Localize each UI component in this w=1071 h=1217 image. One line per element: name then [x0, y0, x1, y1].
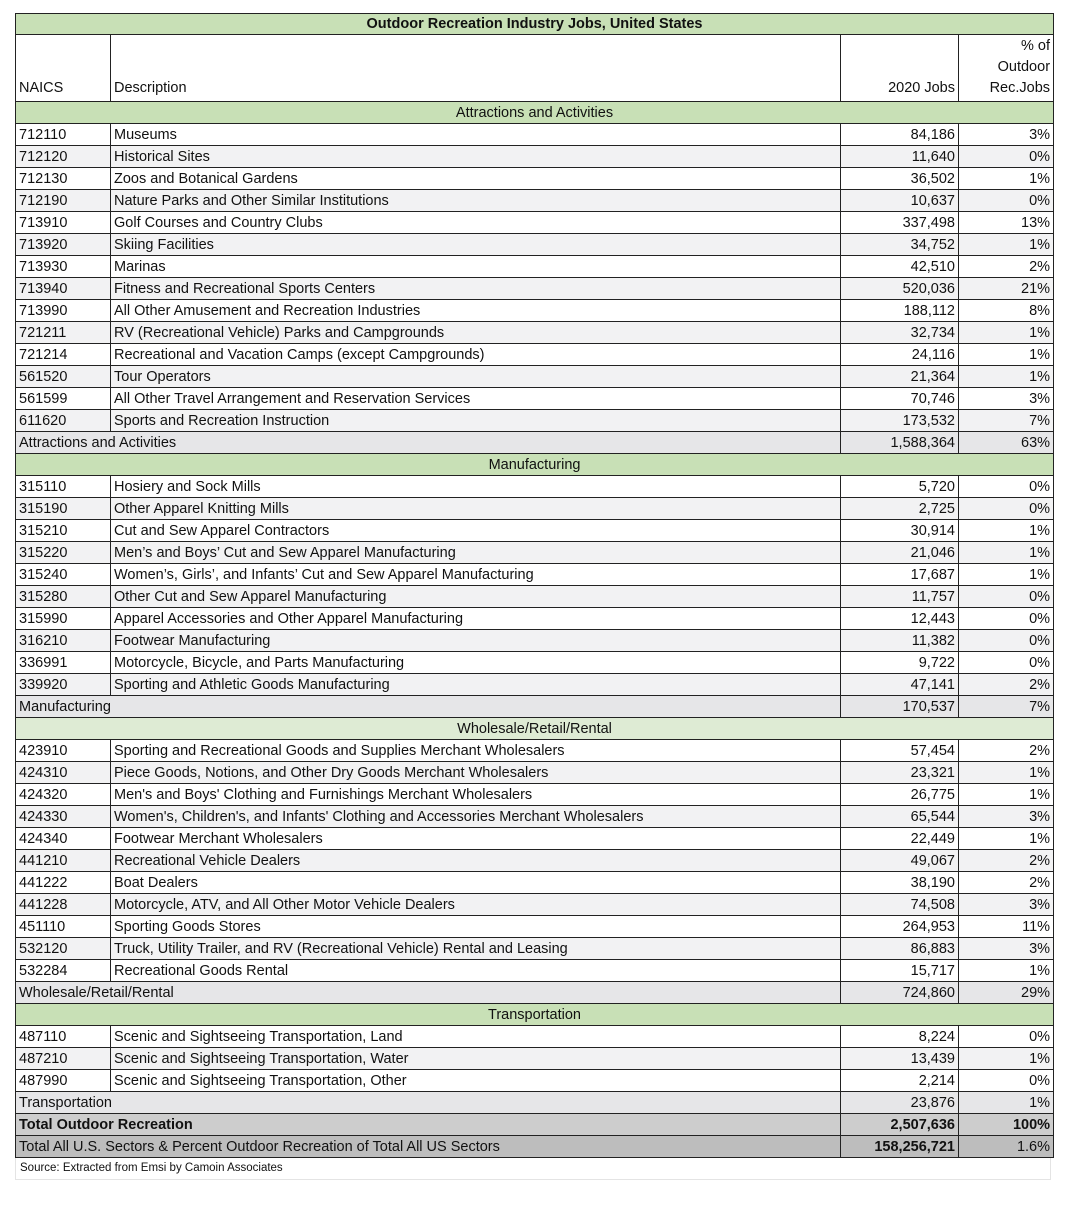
industry-description: Skiing Facilities	[111, 234, 841, 256]
pct-outdoor-jobs: 1%	[959, 168, 1054, 190]
section-subtotal-row	[16, 1092, 1054, 1114]
pct-outdoor-jobs: 13%	[959, 212, 1054, 234]
table-row	[16, 1070, 1054, 1092]
jobs-2020: 47,141	[841, 674, 959, 696]
naics-code: 316210	[16, 630, 111, 652]
pct-outdoor-jobs: 1%	[959, 520, 1054, 542]
jobs-2020: 24,116	[841, 344, 959, 366]
jobs-2020: 84,186	[841, 124, 959, 146]
table-row	[16, 784, 1054, 806]
section-subtotal-row	[16, 982, 1054, 1004]
industry-description: Men’s and Boys’ Cut and Sew Apparel Manufacturing	[111, 542, 841, 564]
industry-description: Footwear Manufacturing	[111, 630, 841, 652]
table-row	[16, 872, 1054, 894]
naics-code: 712110	[16, 124, 111, 146]
jobs-2020: 32,734	[841, 322, 959, 344]
table-row	[16, 916, 1054, 938]
jobs-2020: 65,544	[841, 806, 959, 828]
table-row	[16, 1048, 1054, 1070]
subtotal-jobs: 23,876	[841, 1092, 959, 1114]
jobs-2020: 22,449	[841, 828, 959, 850]
jobs-2020: 49,067	[841, 850, 959, 872]
table-row	[16, 124, 1054, 146]
pct-outdoor-jobs: 1%	[959, 322, 1054, 344]
naics-code: 713920	[16, 234, 111, 256]
jobs-2020: 173,532	[841, 410, 959, 432]
section-header-row	[16, 718, 1054, 740]
pct-outdoor-jobs: 0%	[959, 1026, 1054, 1048]
subtotal-jobs: 170,537	[841, 696, 959, 718]
naics-code: 315990	[16, 608, 111, 630]
total-all-us-sectors-row	[16, 1136, 1054, 1158]
subtotal-jobs: 1,588,364	[841, 432, 959, 454]
section-title: Attractions and Activities	[16, 102, 1054, 124]
section-header-row	[16, 1004, 1054, 1026]
jobs-2020: 34,752	[841, 234, 959, 256]
industry-description: Women's, Children's, and Infants' Clothing and Accessories Merchant Wholesalers	[111, 806, 841, 828]
naics-code: 487210	[16, 1048, 111, 1070]
jobs-2020: 30,914	[841, 520, 959, 542]
pct-outdoor-jobs: 0%	[959, 146, 1054, 168]
naics-code: 441222	[16, 872, 111, 894]
industry-description: Scenic and Sightseeing Transportation, Land	[111, 1026, 841, 1048]
section-title: Manufacturing	[16, 454, 1054, 476]
subtotal-jobs: 724,860	[841, 982, 959, 1004]
naics-code: 441210	[16, 850, 111, 872]
jobs-2020: 12,443	[841, 608, 959, 630]
table-row	[16, 498, 1054, 520]
total-pct: 100%	[959, 1114, 1054, 1136]
pct-outdoor-jobs: 0%	[959, 476, 1054, 498]
naics-code: 713910	[16, 212, 111, 234]
subtotal-label: Attractions and Activities	[16, 432, 841, 454]
table-row	[16, 630, 1054, 652]
pct-outdoor-jobs: 2%	[959, 740, 1054, 762]
pct-outdoor-jobs: 2%	[959, 674, 1054, 696]
table-row	[16, 146, 1054, 168]
industry-description: Golf Courses and Country Clubs	[111, 212, 841, 234]
industry-description: Sporting and Recreational Goods and Supplies Merchant Wholesalers	[111, 740, 841, 762]
header-pct	[959, 35, 1054, 102]
source-note: Source: Extracted from Emsi by Camoin Associates	[15, 1158, 1051, 1180]
table-row	[16, 586, 1054, 608]
jobs-table-container	[15, 13, 1053, 1180]
industry-description: Hosiery and Sock Mills	[111, 476, 841, 498]
table-row	[16, 344, 1054, 366]
jobs-2020: 26,775	[841, 784, 959, 806]
table-row	[16, 806, 1054, 828]
naics-code: 713940	[16, 278, 111, 300]
jobs-2020: 23,321	[841, 762, 959, 784]
jobs-2020: 13,439	[841, 1048, 959, 1070]
jobs-2020: 337,498	[841, 212, 959, 234]
section-header-row	[16, 102, 1054, 124]
pct-outdoor-jobs: 1%	[959, 234, 1054, 256]
jobs-2020: 42,510	[841, 256, 959, 278]
pct-outdoor-jobs: 21%	[959, 278, 1054, 300]
pct-outdoor-jobs: 1%	[959, 762, 1054, 784]
pct-outdoor-jobs: 2%	[959, 256, 1054, 278]
naics-code: 713930	[16, 256, 111, 278]
industry-description: Motorcycle, Bicycle, and Parts Manufacturing	[111, 652, 841, 674]
industry-description: All Other Amusement and Recreation Industries	[111, 300, 841, 322]
naics-code: 339920	[16, 674, 111, 696]
table-row	[16, 256, 1054, 278]
section-title: Wholesale/Retail/Rental	[16, 718, 1054, 740]
header-pct-line1: % of	[1021, 38, 1051, 54]
table-row	[16, 234, 1054, 256]
table-row	[16, 608, 1054, 630]
pct-outdoor-jobs: 1%	[959, 564, 1054, 586]
table-row	[16, 564, 1054, 586]
table-row	[16, 652, 1054, 674]
header-pct-line2: Outdoor	[997, 59, 1051, 75]
jobs-2020: 5,720	[841, 476, 959, 498]
header-description: Description	[111, 35, 841, 102]
subtotal-pct: 29%	[959, 982, 1054, 1004]
table-row	[16, 762, 1054, 784]
naics-code: 315240	[16, 564, 111, 586]
naics-code: 336991	[16, 652, 111, 674]
outdoor-recreation-jobs-table	[15, 13, 1054, 1158]
column-header-row	[16, 35, 1054, 102]
table-row	[16, 894, 1054, 916]
industry-description: Museums	[111, 124, 841, 146]
pct-outdoor-jobs: 2%	[959, 850, 1054, 872]
industry-description: Piece Goods, Notions, and Other Dry Goods Merchant Wholesalers	[111, 762, 841, 784]
subtotal-pct: 7%	[959, 696, 1054, 718]
table-row	[16, 1026, 1054, 1048]
jobs-2020: 188,112	[841, 300, 959, 322]
pct-outdoor-jobs: 0%	[959, 608, 1054, 630]
jobs-2020: 15,717	[841, 960, 959, 982]
naics-code: 424310	[16, 762, 111, 784]
section-subtotal-row	[16, 432, 1054, 454]
jobs-2020: 21,046	[841, 542, 959, 564]
subtotal-label: Transportation	[16, 1092, 841, 1114]
industry-description: Footwear Merchant Wholesalers	[111, 828, 841, 850]
naics-code: 424320	[16, 784, 111, 806]
naics-code: 561599	[16, 388, 111, 410]
naics-code: 451110	[16, 916, 111, 938]
table-row	[16, 674, 1054, 696]
pct-outdoor-jobs: 0%	[959, 652, 1054, 674]
header-jobs: 2020 Jobs	[841, 35, 959, 102]
jobs-2020: 86,883	[841, 938, 959, 960]
table-row	[16, 520, 1054, 542]
table-row	[16, 388, 1054, 410]
section-title: Transportation	[16, 1004, 1054, 1026]
pct-outdoor-jobs: 3%	[959, 124, 1054, 146]
industry-description: Apparel Accessories and Other Apparel Manufacturing	[111, 608, 841, 630]
pct-outdoor-jobs: 7%	[959, 410, 1054, 432]
industry-description: Marinas	[111, 256, 841, 278]
table-title: Outdoor Recreation Industry Jobs, United States	[16, 14, 1054, 35]
jobs-2020: 264,953	[841, 916, 959, 938]
header-naics: NAICS	[16, 35, 111, 102]
naics-code: 611620	[16, 410, 111, 432]
industry-description: Sporting and Athletic Goods Manufacturing	[111, 674, 841, 696]
naics-code: 532284	[16, 960, 111, 982]
naics-code: 561520	[16, 366, 111, 388]
table-row	[16, 366, 1054, 388]
section-subtotal-row	[16, 696, 1054, 718]
jobs-2020: 17,687	[841, 564, 959, 586]
industry-description: Sporting Goods Stores	[111, 916, 841, 938]
total-jobs: 2,507,636	[841, 1114, 959, 1136]
industry-description: Zoos and Botanical Gardens	[111, 168, 841, 190]
pct-outdoor-jobs: 3%	[959, 806, 1054, 828]
industry-description: Scenic and Sightseeing Transportation, Other	[111, 1070, 841, 1092]
table-row	[16, 300, 1054, 322]
industry-description: Cut and Sew Apparel Contractors	[111, 520, 841, 542]
industry-description: Other Apparel Knitting Mills	[111, 498, 841, 520]
subtotal-label: Wholesale/Retail/Rental	[16, 982, 841, 1004]
industry-description: Motorcycle, ATV, and All Other Motor Vehicle Dealers	[111, 894, 841, 916]
industry-description: Truck, Utility Trailer, and RV (Recreational Vehicle) Rental and Leasing	[111, 938, 841, 960]
jobs-2020: 8,224	[841, 1026, 959, 1048]
industry-description: Sports and Recreation Instruction	[111, 410, 841, 432]
grand-total-pct: 1.6%	[959, 1136, 1054, 1158]
pct-outdoor-jobs: 1%	[959, 1048, 1054, 1070]
subtotal-label: Manufacturing	[16, 696, 841, 718]
table-row	[16, 938, 1054, 960]
pct-outdoor-jobs: 0%	[959, 1070, 1054, 1092]
table-row	[16, 740, 1054, 762]
jobs-2020: 9,722	[841, 652, 959, 674]
naics-code: 424340	[16, 828, 111, 850]
jobs-2020: 10,637	[841, 190, 959, 212]
pct-outdoor-jobs: 1%	[959, 344, 1054, 366]
industry-description: Historical Sites	[111, 146, 841, 168]
jobs-2020: 74,508	[841, 894, 959, 916]
industry-description: Fitness and Recreational Sports Centers	[111, 278, 841, 300]
naics-code: 712120	[16, 146, 111, 168]
naics-code: 487110	[16, 1026, 111, 1048]
industry-description: Nature Parks and Other Similar Institutions	[111, 190, 841, 212]
naics-code: 423910	[16, 740, 111, 762]
table-row	[16, 278, 1054, 300]
naics-code: 441228	[16, 894, 111, 916]
naics-code: 712130	[16, 168, 111, 190]
industry-description: Recreational Goods Rental	[111, 960, 841, 982]
subtotal-pct: 63%	[959, 432, 1054, 454]
pct-outdoor-jobs: 1%	[959, 542, 1054, 564]
industry-description: Recreational and Vacation Camps (except Campgrounds)	[111, 344, 841, 366]
naics-code: 424330	[16, 806, 111, 828]
pct-outdoor-jobs: 1%	[959, 828, 1054, 850]
industry-description: RV (Recreational Vehicle) Parks and Campgrounds	[111, 322, 841, 344]
jobs-2020: 21,364	[841, 366, 959, 388]
industry-description: Recreational Vehicle Dealers	[111, 850, 841, 872]
naics-code: 487990	[16, 1070, 111, 1092]
naics-code: 315280	[16, 586, 111, 608]
header-pct-line3: Rec.Jobs	[989, 80, 1051, 96]
pct-outdoor-jobs: 3%	[959, 388, 1054, 410]
pct-outdoor-jobs: 1%	[959, 784, 1054, 806]
jobs-2020: 11,640	[841, 146, 959, 168]
total-label: Total Outdoor Recreation	[16, 1114, 841, 1136]
jobs-2020: 38,190	[841, 872, 959, 894]
naics-code: 315220	[16, 542, 111, 564]
naics-code: 532120	[16, 938, 111, 960]
industry-description: Women’s, Girls’, and Infants’ Cut and Sew Apparel Manufacturing	[111, 564, 841, 586]
jobs-2020: 2,214	[841, 1070, 959, 1092]
industry-description: Men's and Boys' Clothing and Furnishings Merchant Wholesalers	[111, 784, 841, 806]
table-row	[16, 960, 1054, 982]
industry-description: Tour Operators	[111, 366, 841, 388]
table-title-row	[16, 14, 1054, 35]
pct-outdoor-jobs: 3%	[959, 938, 1054, 960]
total-outdoor-recreation-row	[16, 1114, 1054, 1136]
pct-outdoor-jobs: 0%	[959, 630, 1054, 652]
pct-outdoor-jobs: 0%	[959, 586, 1054, 608]
jobs-2020: 57,454	[841, 740, 959, 762]
naics-code: 721214	[16, 344, 111, 366]
naics-code: 315110	[16, 476, 111, 498]
pct-outdoor-jobs: 3%	[959, 894, 1054, 916]
jobs-2020: 11,757	[841, 586, 959, 608]
pct-outdoor-jobs: 11%	[959, 916, 1054, 938]
table-row	[16, 190, 1054, 212]
subtotal-pct: 1%	[959, 1092, 1054, 1114]
jobs-2020: 2,725	[841, 498, 959, 520]
jobs-2020: 11,382	[841, 630, 959, 652]
table-row	[16, 476, 1054, 498]
table-row	[16, 850, 1054, 872]
industry-description: Other Cut and Sew Apparel Manufacturing	[111, 586, 841, 608]
grand-total-label: Total All U.S. Sectors & Percent Outdoor Recreation of Total All US Sectors	[16, 1136, 841, 1158]
industry-description: Boat Dealers	[111, 872, 841, 894]
pct-outdoor-jobs: 0%	[959, 190, 1054, 212]
naics-code: 712190	[16, 190, 111, 212]
table-row	[16, 828, 1054, 850]
industry-description: All Other Travel Arrangement and Reservation Services	[111, 388, 841, 410]
table-row	[16, 542, 1054, 564]
pct-outdoor-jobs: 8%	[959, 300, 1054, 322]
naics-code: 713990	[16, 300, 111, 322]
naics-code: 721211	[16, 322, 111, 344]
section-header-row	[16, 454, 1054, 476]
pct-outdoor-jobs: 2%	[959, 872, 1054, 894]
table-row	[16, 168, 1054, 190]
jobs-2020: 70,746	[841, 388, 959, 410]
table-row	[16, 410, 1054, 432]
pct-outdoor-jobs: 1%	[959, 960, 1054, 982]
pct-outdoor-jobs: 1%	[959, 366, 1054, 388]
table-row	[16, 322, 1054, 344]
grand-total-jobs: 158,256,721	[841, 1136, 959, 1158]
jobs-2020: 36,502	[841, 168, 959, 190]
naics-code: 315210	[16, 520, 111, 542]
pct-outdoor-jobs: 0%	[959, 498, 1054, 520]
naics-code: 315190	[16, 498, 111, 520]
jobs-2020: 520,036	[841, 278, 959, 300]
industry-description: Scenic and Sightseeing Transportation, Water	[111, 1048, 841, 1070]
table-row	[16, 212, 1054, 234]
